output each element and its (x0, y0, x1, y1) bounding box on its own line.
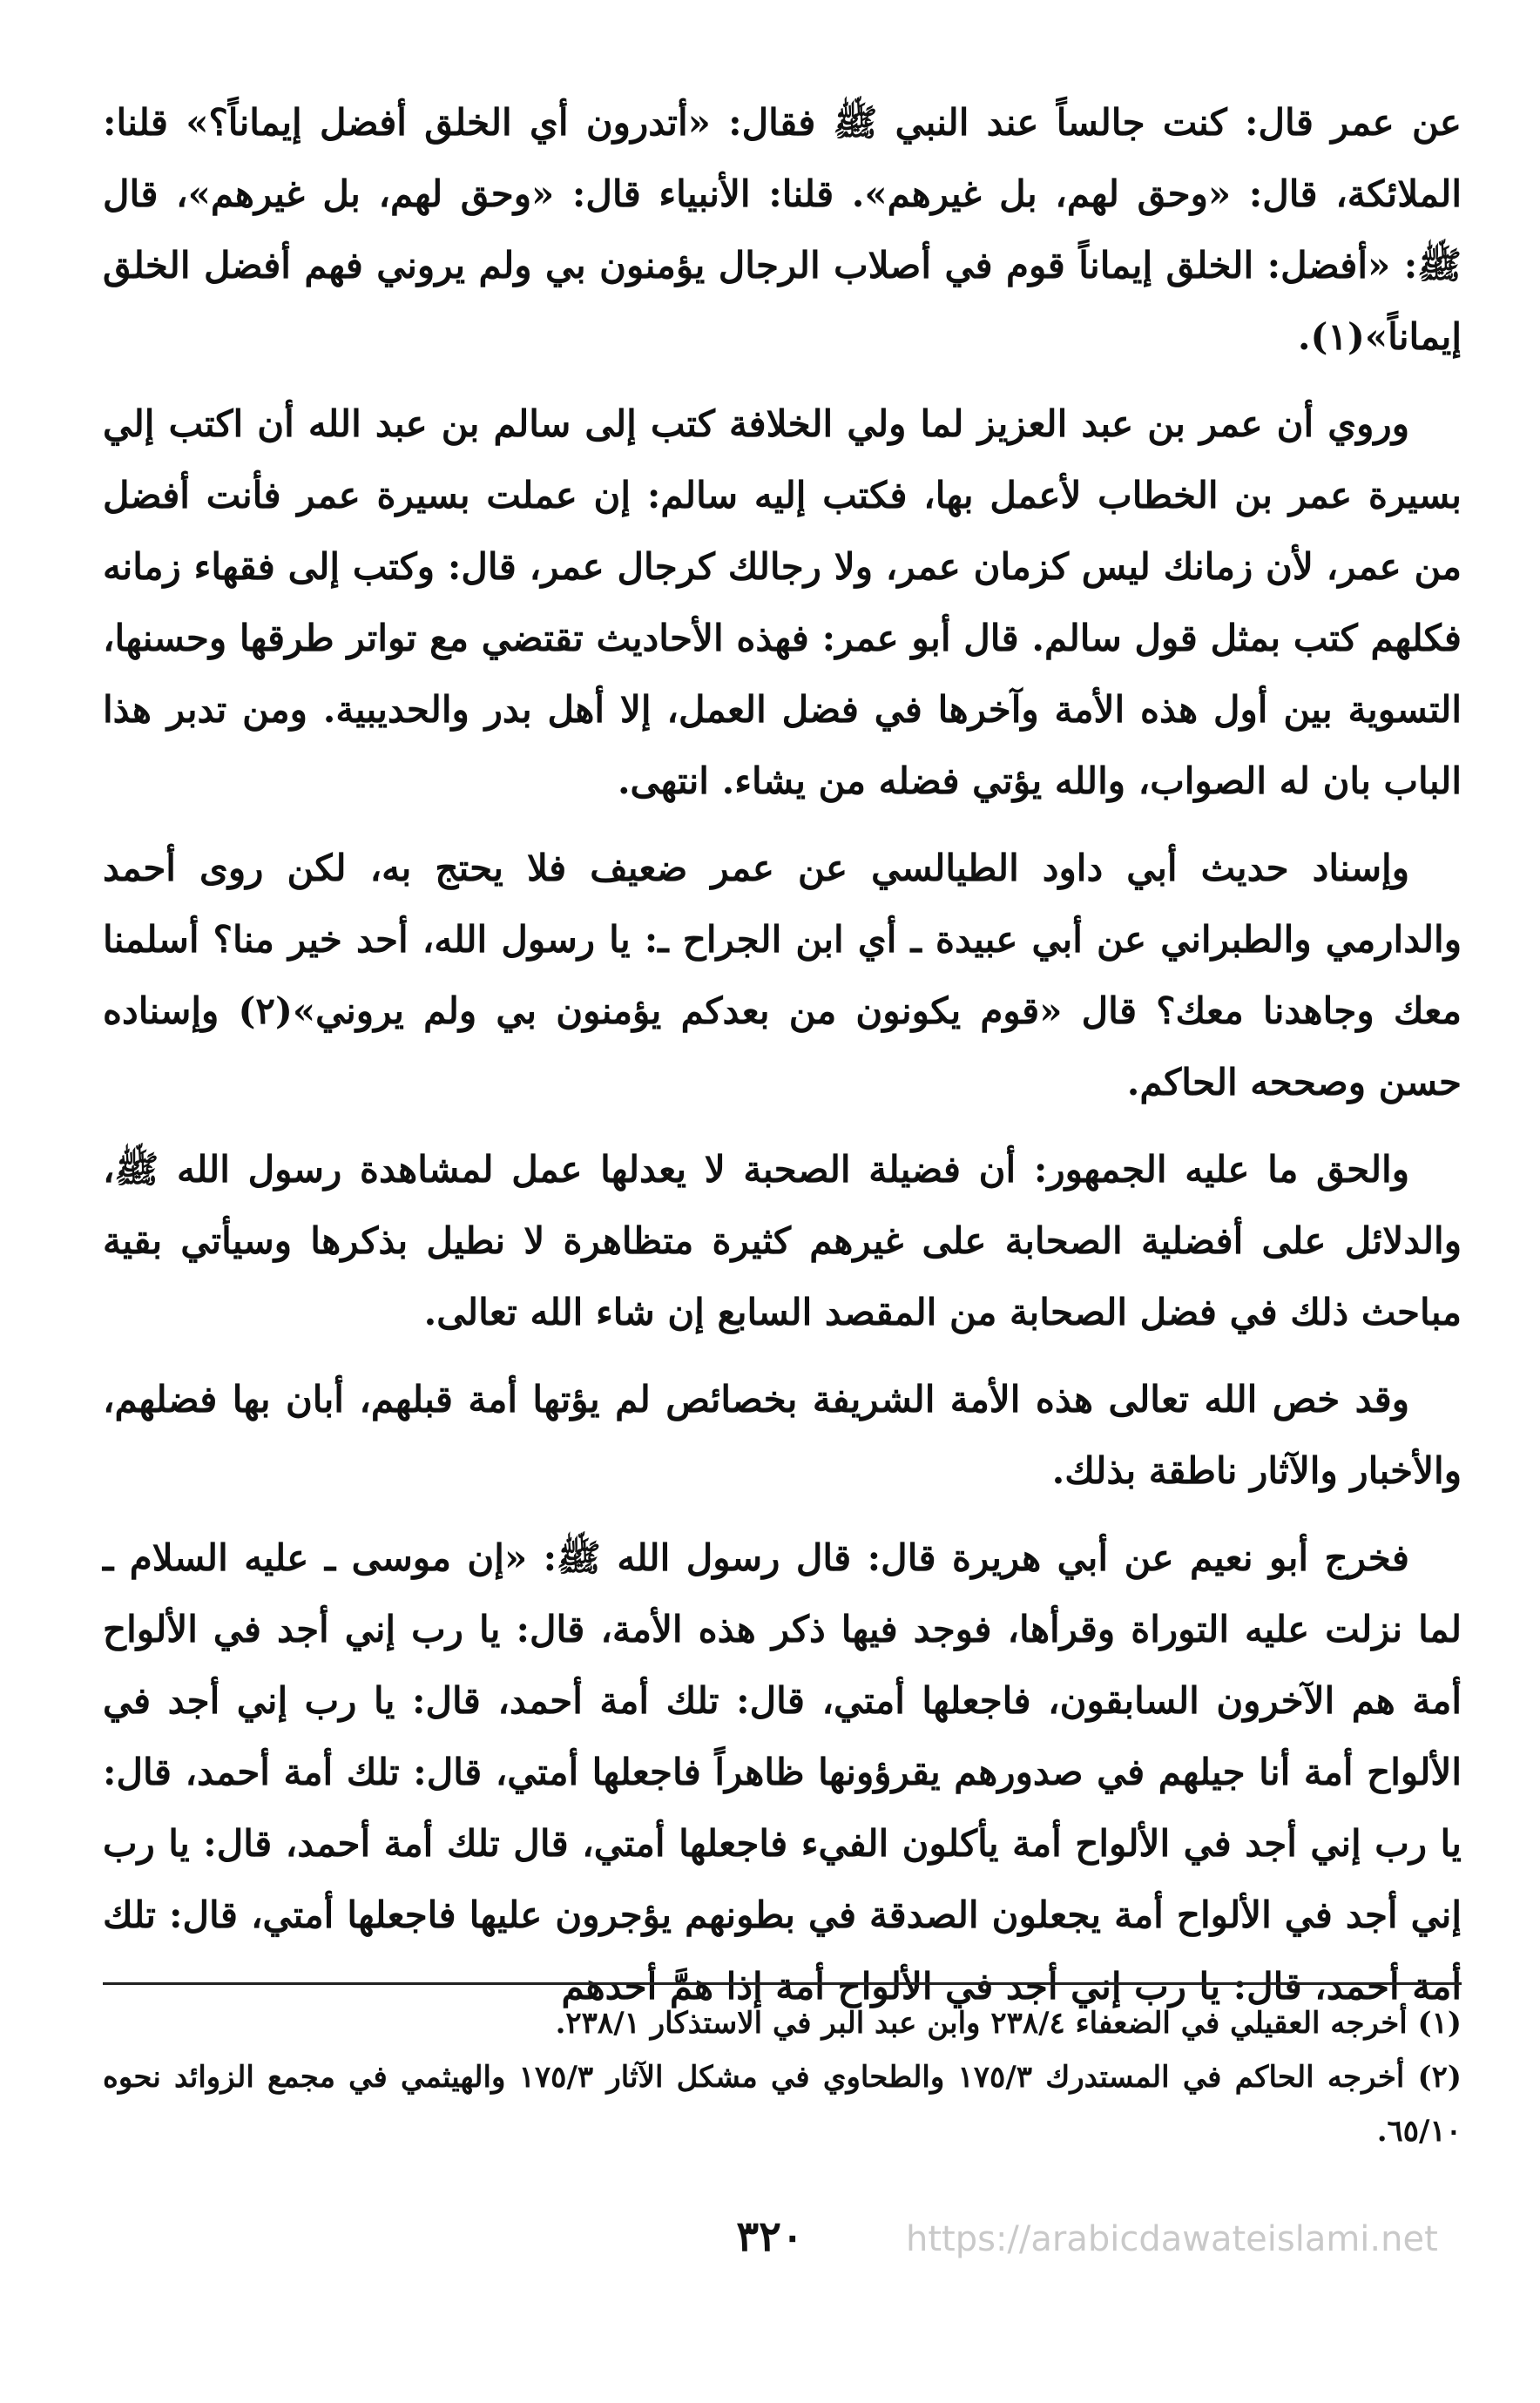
footnote-1: (١) أخرجه العقيلي في الضعفاء ٢٣٨/٤ وابن عبد البر في الاستذكار ٢٣٨/١. (555, 2006, 1462, 2041)
footnote-divider (103, 1982, 1462, 1985)
paragraph-4: والحق ما عليه الجمهور: أن فضيلة الصحبة لا يعدلها عمل لمشاهدة رسول الله ﷺ، والدلائل على أفضلية الصحابة على غيرهم كثيرة متظاهرة لا نطيل بذكرها وسيأتي بقية مباحث ذلك في فضل الصحابة من المقصد السابع إن شاء الله تعالى. (103, 1148, 1462, 1333)
paragraph-6: فخرج أبو نعيم عن أبي هريرة قال: قال رسول الله ﷺ: «إن موسى ـ عليه السلام ـ لما نزلت عليه التوراة وقرأها، فوجد فيها ذكر هذه الأمة، قال: يا رب إني أجد في الألواح أمة هم الآخرون السابقون، فاجعلها أمتي، قال: تلك أمة أحمد، قال: يا رب إني أجد في الألواح أمة أنا جيلهم في صدورهم يقرؤونها ظاهراً فاجعلها أمتي، قال: تلك أمة أحمد، قال: يا رب إني أجد في الألواح أمة يأكلون الفيء فاجعلها أمتي، قال تلك أمة أحمد، قال: يا رب إني أجد في الألواح أمة يجعلون الصدقة في بطونهم يؤجرون عليها فاجعلها أمتي، قال: تلك أمة أحمد، قال: يا رب إني أجد في الألواح أمة إذا همَّ أحدهم (103, 1536, 1462, 2008)
main-text (103, 87, 1462, 2038)
watermark-url: https://arabicdawateislami.net (906, 2219, 1438, 2259)
footnote-2: (٢) أخرجه الحاكم في المستدرك ١٧٥/٣ والطحاوي في مشكل الآثار ١٧٥/٣ والهيثمي في مجمع الزوائد نحوه ٦٥/١٠. (103, 2060, 1462, 2149)
paragraph-3: وإسناد حديث أبي داود الطيالسي عن عمر ضعيف فلا يحتج به، لكن روى أحمد والدارمي والطبراني عن أبي عبيدة ـ أي ابن الجراح ـ: يا رسول الله، أحد خير منا؟ أسلمنا معك وجاهدنا معك؟ قال «قوم يكونون من بعدكم يؤمنون بي ولم يروني»(٢) وإسناده حسن وصححه الحاكم. (103, 847, 1462, 1104)
paragraph-1: عن عمر قال: كنت جالساً عند النبي ﷺ فقال: «أتدرون أي الخلق أفضل إيماناً؟» قلنا: الملائكة، قال: «وحق لهم، بل غيرهم». قلنا: الأنبياء قال: «وحق لهم، بل غيرهم»، قال ﷺ: «أفضل: الخلق إيماناً قوم في أصلاب الرجال يؤمنون بي ولم يروني فهم أفضل الخلق إيماناً»(١). (103, 101, 1462, 358)
paragraph-5: وقد خص الله تعالى هذه الأمة الشريفة بخصائص لم يؤتها أمة قبلهم، أبان بها فضلهم، والأخبار والآثار ناطقة بذلك. (103, 1378, 1462, 1492)
footnotes (103, 1996, 1462, 2158)
page-number: ٣٢٠ (736, 2212, 804, 2261)
paragraph-2: وروي أن عمر بن عبد العزيز لما ولي الخلافة كتب إلى سالم بن عبد الله أن اكتب إلي بسيرة عمر بن الخطاب لأعمل بها، فكتب إليه سالم: إن عملت بسيرة عمر فأنت أفضل من عمر، لأن زمانك ليس كزمان عمر، ولا رجالك كرجال عمر، قال: وكتب إلى فقهاء زمانه فكلهم كتب بمثل قول سالم. قال أبو عمر: فهذه الأحاديث تقتضي مع تواتر طرقها وحسنها، التسوية بين أول هذه الأمة وآخرها في فضل العمل، إلا أهل بدر والحديبية. ومن تدبر هذا الباب بان له الصواب، والله يؤتي فضله من يشاء. انتهى. (103, 402, 1462, 802)
